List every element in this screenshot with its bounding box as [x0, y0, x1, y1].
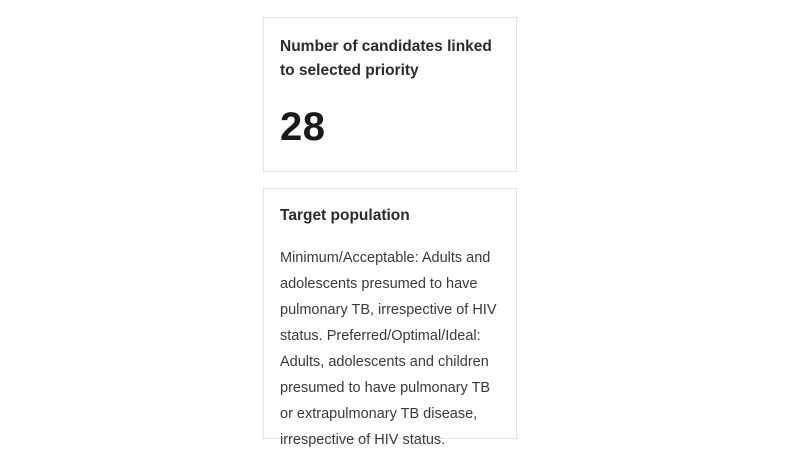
target-population-description: Minimum/Acceptable: Adults and adolescents presumed to have pulmonary TB, irrespective of HIV status. Preferred/Optimal/Ideal: Adults, adolescents and children presumed to have pulmonary TB or extrapulmonary TB disease, irrespective of HIV status.	[280, 250, 497, 448]
target-population-card	[263, 188, 517, 448]
target-population-title: Target population	[280, 207, 410, 224]
candidates-count-value: 28	[280, 105, 326, 149]
candidates-count-title: Number of candidates linked to selected priority	[280, 38, 492, 79]
candidates-count-card	[263, 17, 517, 172]
